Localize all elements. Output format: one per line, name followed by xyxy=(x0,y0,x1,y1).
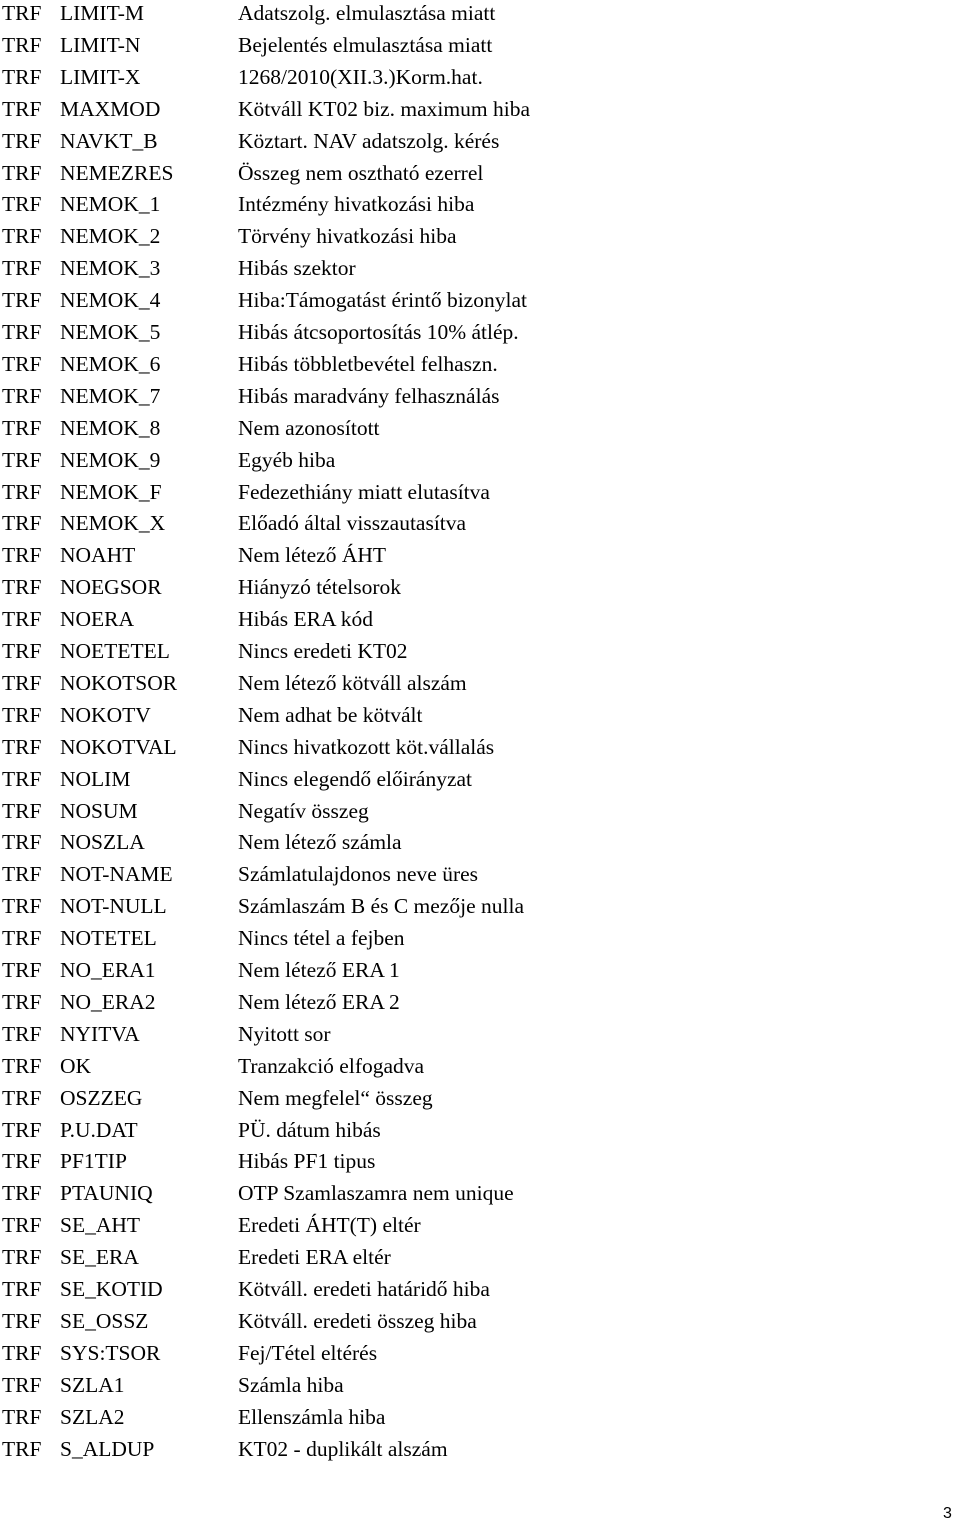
row-prefix: TRF xyxy=(2,639,42,663)
table-row xyxy=(0,799,960,829)
row-code: P.U.DAT xyxy=(60,1117,138,1142)
row-description: Nincs hivatkozott köt.vállalás xyxy=(238,734,495,759)
row-prefix: TRF xyxy=(2,702,42,727)
row-code: NOKOTSOR xyxy=(60,670,178,695)
row-prefix: TRF xyxy=(2,1372,42,1397)
row-code: NOETETEL xyxy=(60,639,170,663)
row-code: SE_AHT xyxy=(60,1213,141,1238)
row-prefix: TRF xyxy=(2,1277,42,1301)
row-description: Egyéb hiba xyxy=(238,447,336,472)
row-prefix: TRF xyxy=(2,1053,42,1078)
row-code: PF1TIP xyxy=(60,1149,127,1174)
row-prefix: TRF xyxy=(2,1021,42,1046)
row-code: NEMOK_4 xyxy=(60,288,161,313)
row-code: PTAUNIQ xyxy=(60,1181,153,1206)
row-description: Bejelentés elmulasztása miatt xyxy=(238,32,493,57)
row-prefix: TRF xyxy=(2,670,42,695)
row-code: NOT-NAME xyxy=(60,862,173,887)
row-description: Kötváll. eredeti határidő hiba xyxy=(238,1277,490,1301)
row-code: NOERA xyxy=(60,607,135,632)
row-prefix: TRF xyxy=(2,224,42,249)
table-row xyxy=(0,65,960,95)
row-code: NEMOK_3 xyxy=(60,256,161,281)
table-row xyxy=(0,1149,960,1179)
row-prefix: TRF xyxy=(2,1181,42,1206)
row-prefix: TRF xyxy=(2,192,42,217)
row-code: S_ALDUP xyxy=(60,1436,155,1461)
table-row xyxy=(0,480,960,510)
table-row xyxy=(0,1,960,31)
row-description: Hiba:Támogatást érintő bizonylat xyxy=(238,288,527,313)
row-prefix: TRF xyxy=(2,447,42,472)
row-prefix: TRF xyxy=(2,1245,42,1270)
table-row xyxy=(0,1022,960,1052)
row-code: NOKOTVAL xyxy=(60,734,177,759)
row-description: Adatszolg. elmulasztása miatt xyxy=(238,1,496,25)
row-prefix: TRF xyxy=(2,862,42,887)
row-description: Fedezethiány miatt elutasítva xyxy=(238,479,490,504)
row-description: Nem létező kötváll alszám xyxy=(238,670,467,695)
row-description: Nincs elegendő előirányzat xyxy=(238,766,473,791)
row-description: Hiányzó tételsorok xyxy=(238,575,401,600)
table-row xyxy=(0,1245,960,1275)
table-row xyxy=(0,224,960,254)
table-row xyxy=(0,671,960,701)
row-prefix: TRF xyxy=(2,288,42,313)
table-row xyxy=(0,543,960,573)
row-code: NEMOK_5 xyxy=(60,320,161,344)
table-row xyxy=(0,384,960,414)
row-prefix: TRF xyxy=(2,830,42,855)
row-description: Tranzakció elfogadva xyxy=(238,1053,425,1078)
row-description: Számlaszám B és C mezője nulla xyxy=(238,894,524,919)
row-description: Köztart. NAV adatszolg. kérés xyxy=(238,128,500,153)
row-prefix: TRF xyxy=(2,256,42,281)
row-code: LIMIT-X xyxy=(60,64,141,89)
row-prefix: TRF xyxy=(2,958,42,982)
row-code: MAXMOD xyxy=(60,96,161,121)
row-description: Nem megfelel“ összeg xyxy=(238,1085,433,1110)
table-row xyxy=(0,288,960,318)
row-description: PÜ. dátum hibás xyxy=(238,1117,381,1142)
row-description: Számla hiba xyxy=(238,1372,344,1397)
page-number: 3 xyxy=(943,1505,952,1522)
row-code: SE_ERA xyxy=(60,1245,139,1270)
row-code: NEMOK_7 xyxy=(60,383,161,408)
table-row xyxy=(0,830,960,860)
table-row xyxy=(0,1181,960,1211)
row-code: NO_ERA1 xyxy=(60,958,156,982)
table-row xyxy=(0,958,960,988)
row-prefix: TRF xyxy=(2,607,42,632)
table-row xyxy=(0,416,960,446)
table-row xyxy=(0,1437,960,1467)
row-code: SE_KOTID xyxy=(60,1277,163,1301)
table-row xyxy=(0,607,960,637)
table-row xyxy=(0,256,960,286)
table-row xyxy=(0,1373,960,1403)
row-description: Eredeti ÁHT(T) eltér xyxy=(238,1213,421,1238)
table-row xyxy=(0,192,960,222)
row-description: Nem adhat be kötvált xyxy=(238,702,423,727)
table-row xyxy=(0,1118,960,1148)
row-prefix: TRF xyxy=(2,894,42,919)
table-row xyxy=(0,1309,960,1339)
table-row xyxy=(0,735,960,765)
table-row xyxy=(0,1405,960,1435)
row-description: Összeg nem osztható ezerrel xyxy=(238,160,484,185)
row-code: NOKOTV xyxy=(60,702,151,727)
table-row xyxy=(0,767,960,797)
row-code: NOEGSOR xyxy=(60,575,162,600)
row-code: NO_ERA2 xyxy=(60,989,156,1014)
row-prefix: TRF xyxy=(2,511,42,536)
row-description: Hibás többletbevétel felhaszn. xyxy=(238,351,498,376)
row-prefix: TRF xyxy=(2,1436,42,1461)
row-prefix: TRF xyxy=(2,320,42,344)
row-prefix: TRF xyxy=(2,766,42,791)
row-description: Előadó által visszautasítva xyxy=(238,511,467,536)
row-code: OSZZEG xyxy=(60,1085,143,1110)
table-row xyxy=(0,129,960,159)
row-code: NEMOK_9 xyxy=(60,447,161,472)
table-row xyxy=(0,1341,960,1371)
row-code: OK xyxy=(60,1053,92,1078)
table-row xyxy=(0,448,960,478)
row-code: SZLA1 xyxy=(60,1372,125,1397)
row-description: 1268/2010(XII.3.)Korm.hat. xyxy=(238,64,483,89)
row-description: Negatív összeg xyxy=(238,798,369,823)
row-code: NOTETEL xyxy=(60,926,157,951)
row-description: Hibás ERA kód xyxy=(238,607,373,632)
row-description: Nyitott sor xyxy=(238,1021,331,1046)
row-code: SYS:TSOR xyxy=(60,1340,161,1365)
row-description: Számlatulajdonos neve üres xyxy=(238,862,479,887)
row-prefix: TRF xyxy=(2,1340,42,1365)
row-description: Nincs tétel a fejben xyxy=(238,926,405,951)
table-row xyxy=(0,1277,960,1307)
row-description: Kötváll KT02 biz. maximum hiba xyxy=(238,96,530,121)
table-row xyxy=(0,1213,960,1243)
row-code: NEMOK_6 xyxy=(60,351,161,376)
row-description: Fej/Tétel eltérés xyxy=(238,1340,378,1365)
table-row xyxy=(0,33,960,63)
row-prefix: TRF xyxy=(2,734,42,759)
row-code: NEMOK_1 xyxy=(60,192,161,217)
row-code: NOAHT xyxy=(60,543,136,568)
row-description: Nem létező számla xyxy=(238,830,402,855)
row-description: Ellenszámla hiba xyxy=(238,1404,386,1429)
row-prefix: TRF xyxy=(2,798,42,823)
row-prefix: TRF xyxy=(2,1213,42,1238)
row-prefix: TRF xyxy=(2,479,42,504)
row-description: Nincs eredeti KT02 xyxy=(238,639,408,663)
row-prefix: TRF xyxy=(2,1117,42,1142)
row-prefix: TRF xyxy=(2,351,42,376)
row-code: NOSUM xyxy=(60,798,138,823)
row-prefix: TRF xyxy=(2,64,42,89)
row-prefix: TRF xyxy=(2,415,42,440)
row-prefix: TRF xyxy=(2,1085,42,1110)
row-code: NOT-NULL xyxy=(60,894,167,919)
row-description: Hibás szektor xyxy=(238,256,356,281)
row-code: NAVKT_B xyxy=(60,128,158,153)
row-description: Intézmény hivatkozási hiba xyxy=(238,192,475,217)
row-description: Nem létező ERA 2 xyxy=(238,989,400,1014)
row-prefix: TRF xyxy=(2,989,42,1014)
row-prefix: TRF xyxy=(2,160,42,185)
row-code: NYITVA xyxy=(60,1021,140,1046)
table-row xyxy=(0,575,960,605)
row-description: Nem létező ERA 1 xyxy=(238,958,400,982)
table-row xyxy=(0,926,960,956)
row-code: NEMEZRES xyxy=(60,160,174,185)
table-row xyxy=(0,894,960,924)
row-description: Nem létező ÁHT xyxy=(238,543,387,568)
row-description: Hibás maradvány felhasználás xyxy=(238,383,500,408)
row-code: NEMOK_8 xyxy=(60,415,161,440)
row-code: NEMOK_F xyxy=(60,479,162,504)
table-row xyxy=(0,990,960,1020)
row-prefix: TRF xyxy=(2,1,42,25)
row-prefix: TRF xyxy=(2,96,42,121)
row-prefix: TRF xyxy=(2,1404,42,1429)
row-code: LIMIT-N xyxy=(60,32,141,57)
row-prefix: TRF xyxy=(2,1149,42,1174)
row-code: LIMIT-M xyxy=(60,1,145,25)
table-row xyxy=(0,862,960,892)
table-row xyxy=(0,1054,960,1084)
table-row xyxy=(0,320,960,350)
row-code: SZLA2 xyxy=(60,1404,125,1429)
row-prefix: TRF xyxy=(2,575,42,600)
row-code: NEMOK_2 xyxy=(60,224,161,249)
row-description: Nem azonosított xyxy=(238,415,380,440)
row-description: Hibás átcsoportosítás 10% átlép. xyxy=(238,320,519,344)
row-prefix: TRF xyxy=(2,543,42,568)
table-row xyxy=(0,1086,960,1116)
table-row xyxy=(0,703,960,733)
row-code: NOSZLA xyxy=(60,830,145,855)
row-code: SE_OSSZ xyxy=(60,1308,149,1333)
row-description: Eredeti ERA eltér xyxy=(238,1245,391,1270)
table-row xyxy=(0,511,960,541)
row-prefix: TRF xyxy=(2,383,42,408)
table-row xyxy=(0,352,960,382)
row-description: Kötváll. eredeti összeg hiba xyxy=(238,1308,477,1333)
table-row xyxy=(0,97,960,127)
table-row xyxy=(0,161,960,191)
row-code: NEMOK_X xyxy=(60,511,166,536)
row-prefix: TRF xyxy=(2,1308,42,1333)
row-prefix: TRF xyxy=(2,926,42,951)
row-code: NOLIM xyxy=(60,766,131,791)
table-row xyxy=(0,639,960,669)
row-prefix: TRF xyxy=(2,32,42,57)
row-prefix: TRF xyxy=(2,128,42,153)
row-description: Törvény hivatkozási hiba xyxy=(238,224,457,249)
row-description: Hibás PF1 tipus xyxy=(238,1149,376,1174)
row-description: OTP Szamlaszamra nem unique xyxy=(238,1181,514,1206)
row-description: KT02 - duplikált alszám xyxy=(238,1436,448,1461)
